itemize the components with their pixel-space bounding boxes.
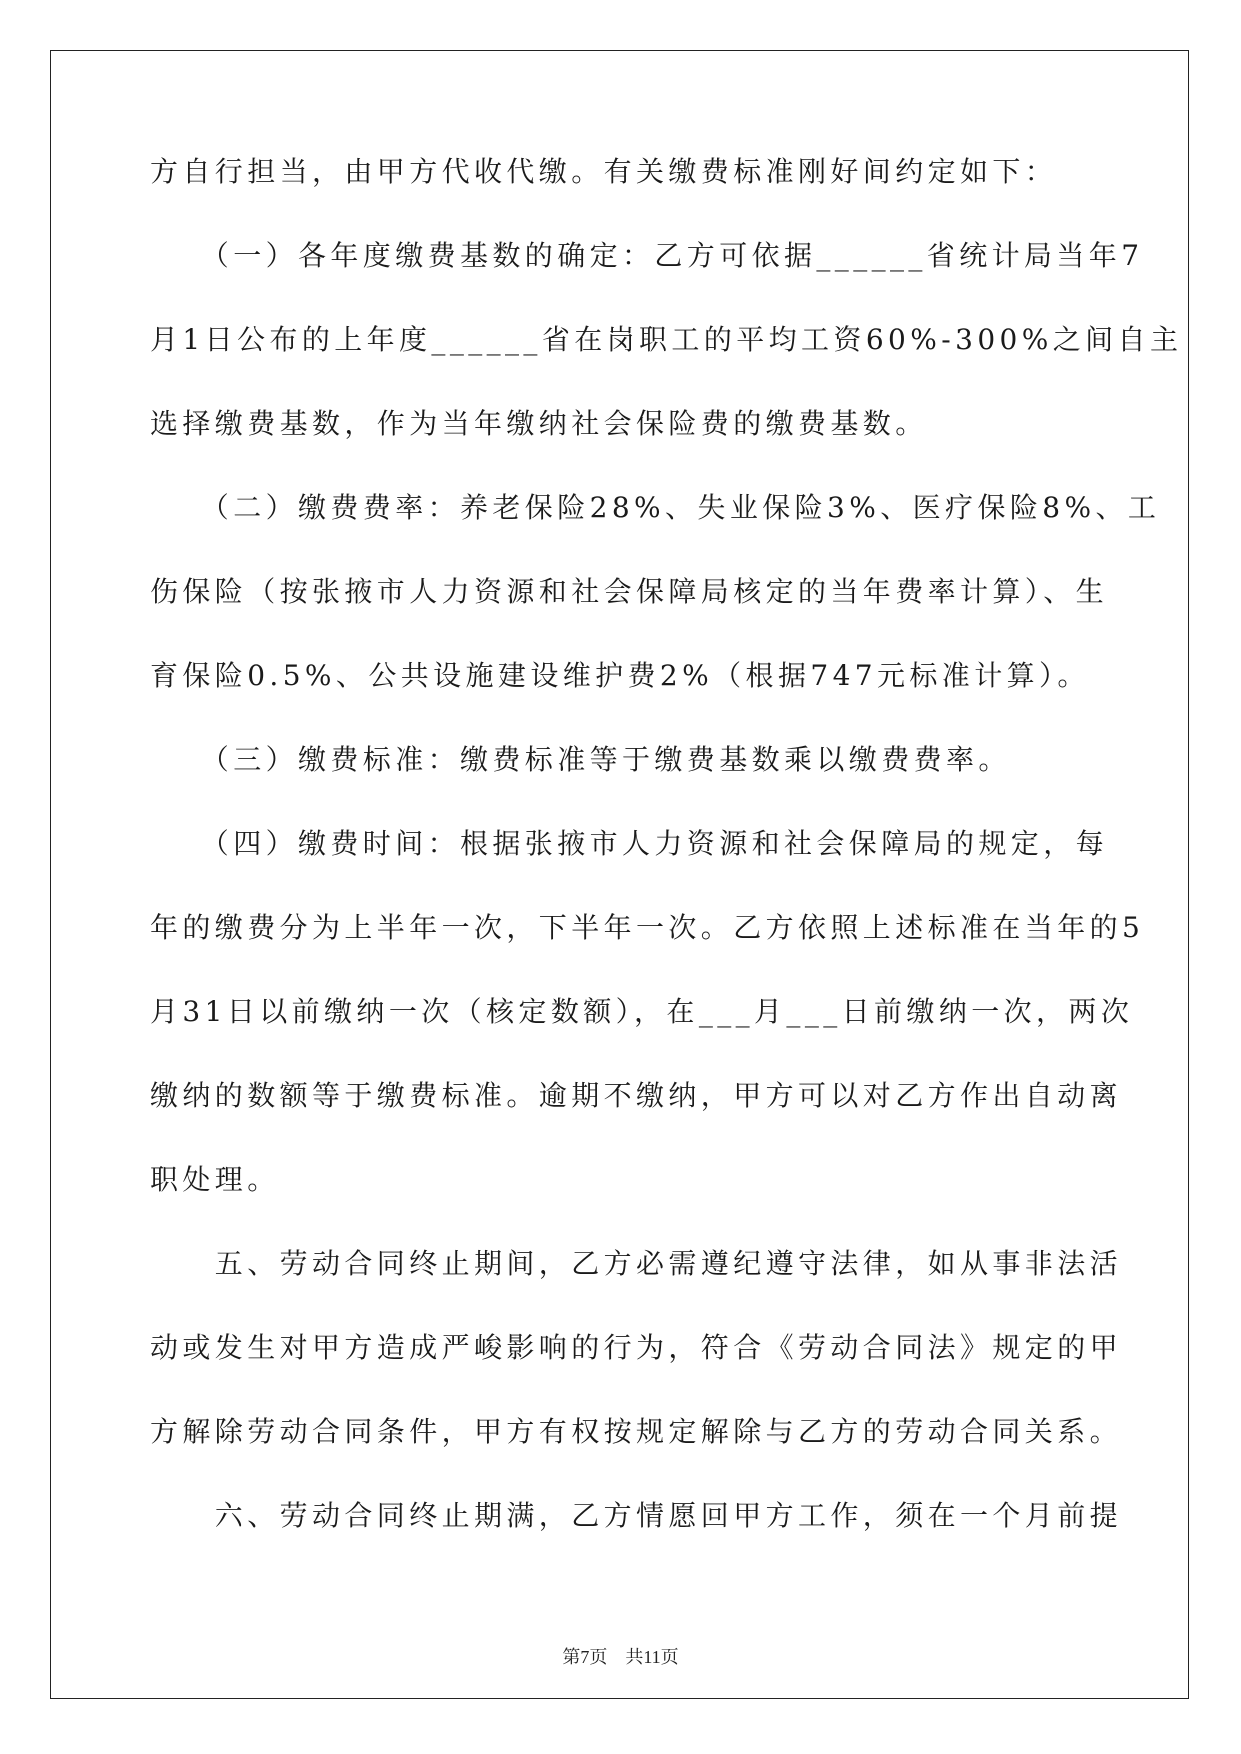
text-line: 六、劳动合同终止期满，乙方情愿回甲方工作，须在一个月前提 <box>150 1499 1123 1532</box>
text-line: 缴纳的数额等于缴费标准。逾期不缴纳，甲方可以对乙方作出自动离 <box>150 1079 1123 1112</box>
text-line: 动或发生对甲方造成严峻影响的行为，符合《劳动合同法》规定的甲 <box>150 1331 1123 1364</box>
text-line: 方自行担当，由甲方代收代缴。有关缴费标准刚好间约定如下： <box>150 155 1058 188</box>
text-line: 年的缴费分为上半年一次，下半年一次。乙方依照上述标准在当年的5 <box>150 911 1145 944</box>
page-footer: 第7页 共11页 <box>562 1647 679 1667</box>
text-line: 伤保险（按张掖市人力资源和社会保障局核定的当年费率计算）、生 <box>150 575 1109 608</box>
text-line: 月31日以前缴纳一次（核定数额），在___月___日前缴纳一次，两次 <box>150 995 1134 1028</box>
text-line: （四）缴费时间：根据张掖市人力资源和社会保障局的规定，每 <box>150 827 1109 860</box>
text-line: （三）缴费标准：缴费标准等于缴费基数乘以缴费费率。 <box>150 743 1011 776</box>
document-body <box>150 154 1183 1582</box>
text-line: 选择缴费基数，作为当年缴纳社会保险费的缴费基数。 <box>150 407 928 440</box>
text-line: 五、劳动合同终止期间，乙方必需遵纪遵守法律，如从事非法活 <box>150 1247 1123 1280</box>
text-line: 职处理。 <box>150 1163 280 1196</box>
text-line: （二）缴费费率：养老保险28%、失业保险3%、医疗保险8%、工 <box>150 491 1161 524</box>
text-line: 月1日公布的上年度______省在岗职工的平均工资60%-300%之间自主 <box>150 323 1183 356</box>
text-line: 育保险0.5%、公共设施建设维护费2%（根据747元标准计算）。 <box>150 659 1090 692</box>
text-line: 方解除劳动合同条件，甲方有权按规定解除与乙方的劳动合同关系。 <box>150 1415 1123 1448</box>
text-line: （一）各年度缴费基数的确定：乙方可依据______省统计局当年7 <box>150 239 1144 272</box>
